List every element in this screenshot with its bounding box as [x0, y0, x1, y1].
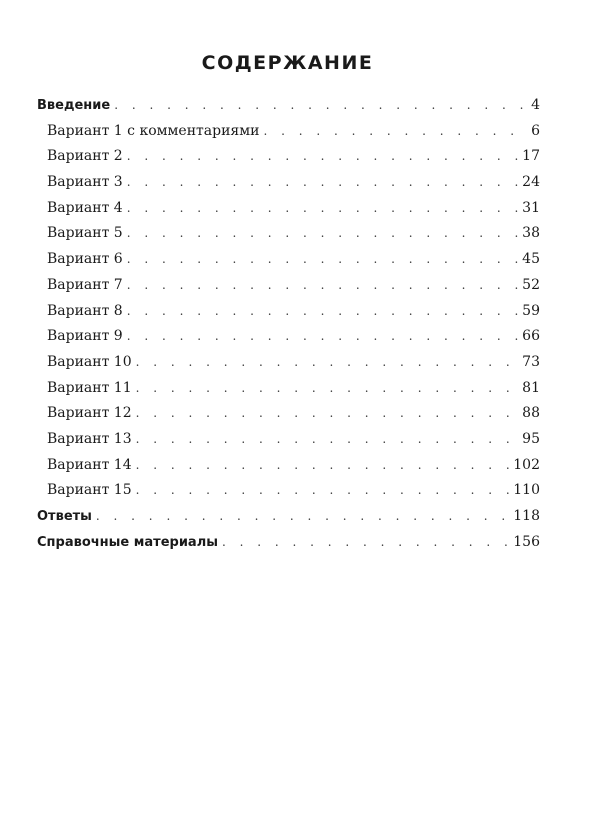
toc-entry-label: Вариант 2	[47, 148, 123, 165]
toc-page-number: 59	[522, 302, 540, 319]
toc-entry-variant-12[interactable]	[37, 405, 540, 431]
toc-entry-variant-15[interactable]	[37, 482, 540, 508]
dot-leader	[127, 329, 518, 343]
toc-page-number: 31	[522, 199, 540, 216]
dot-leader	[136, 381, 519, 395]
dot-leader	[127, 226, 518, 240]
dot-leader	[136, 355, 519, 369]
dot-leader	[136, 406, 519, 420]
toc-entry-label: Справочные материалы	[37, 534, 218, 550]
dot-leader	[222, 535, 509, 549]
toc-page-number: 24	[522, 174, 540, 191]
toc-page-number: 118	[513, 508, 540, 524]
toc-page-number: 38	[522, 225, 540, 242]
toc-entry-variant-14[interactable]	[37, 457, 540, 483]
toc-entry-label: Вариант 13	[47, 430, 132, 447]
dot-leader	[127, 149, 518, 163]
toc-entry-variant-3[interactable]	[37, 174, 540, 200]
toc-page-number: 88	[522, 405, 540, 422]
dot-leader	[127, 304, 518, 318]
toc-entry-label: Вариант 11	[47, 379, 132, 396]
toc-entry-variant-8[interactable]	[37, 303, 540, 329]
toc-entry-label: Вариант 15	[47, 482, 132, 499]
table-of-contents	[37, 97, 540, 559]
toc-entry-reference-materials[interactable]	[37, 534, 540, 560]
toc-entry-label: Вариант 8	[47, 302, 123, 319]
toc-page-number: 110	[513, 482, 540, 499]
toc-page-number: 17	[522, 148, 540, 165]
toc-entry-variant-7[interactable]	[37, 277, 540, 303]
toc-entry-label: Вариант 14	[47, 456, 132, 473]
toc-entry-label: Вариант 10	[47, 353, 132, 370]
toc-entry-label: Вариант 9	[47, 328, 123, 345]
dot-leader	[127, 252, 518, 266]
toc-page-number: 52	[522, 276, 540, 293]
toc-entry-label: Введение	[37, 98, 111, 113]
toc-entry-variant-9[interactable]	[37, 328, 540, 354]
toc-entry-label: Вариант 12	[47, 405, 132, 422]
dot-leader	[127, 175, 518, 189]
page-title: СОДЕРЖАНИЕ	[201, 52, 374, 74]
toc-entry-variant-11[interactable]	[37, 380, 540, 406]
toc-page-number: 156	[513, 533, 540, 550]
toc-page-number: 45	[522, 251, 540, 268]
dot-leader	[136, 483, 510, 497]
toc-entry-variant-2[interactable]	[37, 148, 540, 174]
toc-page-number: 95	[522, 430, 540, 447]
toc-entry-label: Вариант 1 с комментариями	[47, 122, 260, 139]
dot-leader	[96, 509, 509, 523]
toc-entry-variant-10[interactable]	[37, 354, 540, 380]
dot-leader	[127, 201, 518, 215]
toc-entry-label: Вариант 7	[47, 276, 123, 293]
toc-entry-answers[interactable]	[37, 508, 540, 534]
toc-entry-introduction[interactable]	[37, 97, 540, 123]
toc-page-number: 4	[531, 97, 540, 113]
toc-entry-variant-13[interactable]	[37, 431, 540, 457]
toc-entry-variant-5[interactable]	[37, 225, 540, 251]
toc-page-number: 102	[513, 456, 540, 473]
toc-entry-label: Вариант 6	[47, 251, 123, 268]
toc-entry-variant-1[interactable]	[37, 123, 540, 149]
toc-entry-variant-4[interactable]	[37, 200, 540, 226]
dot-leader	[127, 278, 518, 292]
toc-entry-label: Вариант 3	[47, 174, 123, 191]
toc-entry-variant-6[interactable]	[37, 251, 540, 277]
dot-leader	[263, 124, 527, 138]
dot-leader	[136, 432, 519, 446]
dot-leader	[114, 98, 527, 112]
toc-page-number: 6	[531, 122, 540, 139]
toc-page-number: 66	[522, 328, 540, 345]
toc-entry-label: Вариант 4	[47, 199, 123, 216]
toc-page-number: 73	[522, 353, 540, 370]
toc-page-number: 81	[522, 379, 540, 396]
dot-leader	[136, 458, 510, 472]
toc-entry-label: Вариант 5	[47, 225, 123, 242]
toc-entry-label: Ответы	[37, 509, 92, 524]
